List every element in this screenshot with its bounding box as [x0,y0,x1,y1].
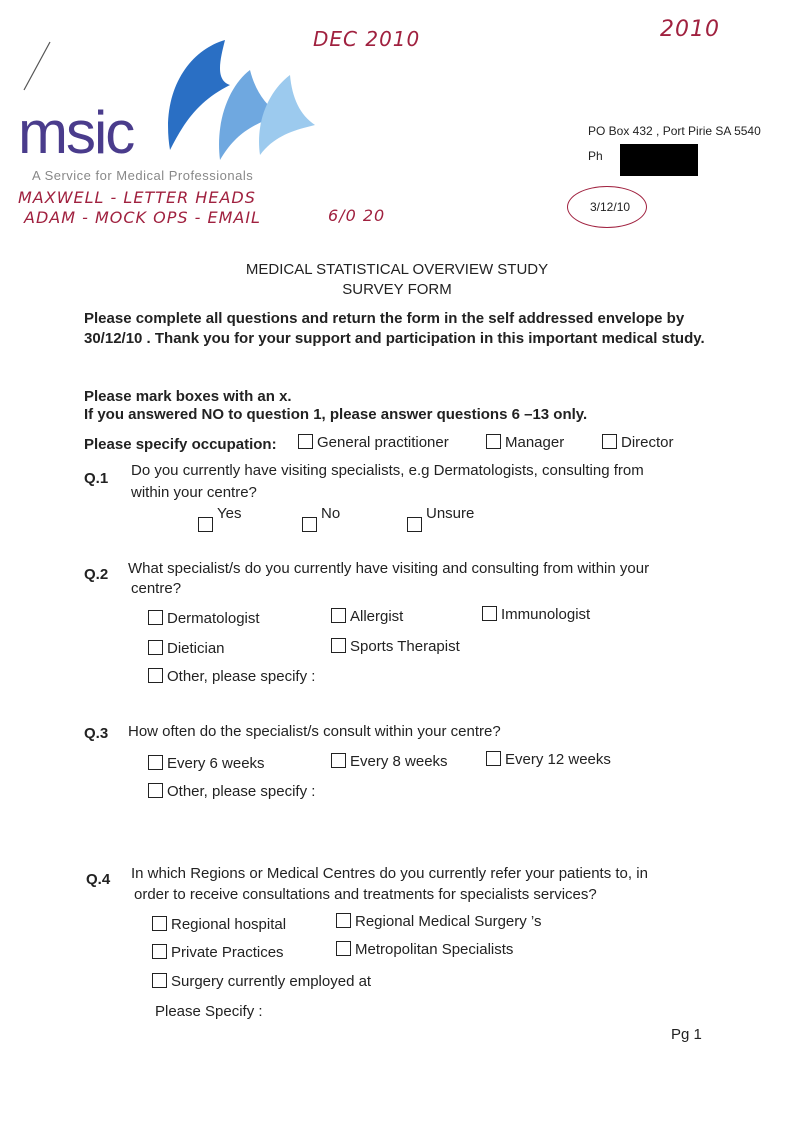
intro-line2: 30/12/10 . Thank you for your support and participation in this important medical study. [84,330,705,347]
q4-option-private-practices[interactable]: Private Practices [152,944,284,961]
q1-number: Q.1 [84,470,109,487]
q2-option-immunologist[interactable]: Immunologist [482,606,590,623]
q4-option-regional-hospital[interactable]: Regional hospital [152,916,286,933]
checkbox[interactable] [198,517,213,532]
redacted-phone [620,144,698,176]
handwritten-note-line1: MAXWELL - LETTER HEADS [18,188,256,207]
occupation-option-manager[interactable]: Manager [486,434,564,451]
checkbox[interactable] [331,753,346,768]
stray-pen-mark [18,38,58,98]
q1-text-line2: within your centre? [131,484,257,501]
q2-text-line1: What specialist/s do you currently have visiting and consulting from within your [128,560,650,577]
checkbox[interactable] [152,944,167,959]
q1-option-no[interactable]: No [302,505,340,532]
checkbox[interactable] [336,913,351,928]
logo-tagline: A Service for Medical Professionals [32,168,254,183]
q4-number: Q.4 [86,871,111,888]
q4-text-line2: order to receive consultations and treatments for specialists services? [134,886,597,903]
q4-please-specify: Please Specify : [155,1003,263,1020]
checkbox[interactable] [486,751,501,766]
checkbox[interactable] [152,973,167,988]
checkbox[interactable] [148,610,163,625]
checkbox[interactable] [148,668,163,683]
handwritten-date: DEC 2010 [313,27,421,51]
checkbox[interactable] [152,916,167,931]
form-title: MEDICAL STATISTICAL OVERVIEW STUDY [245,261,549,278]
checkbox[interactable] [336,941,351,956]
occupation-option-gp[interactable]: General practitioner [298,434,449,451]
checkbox[interactable] [148,755,163,770]
q4-option-surgery-employed[interactable]: Surgery currently employed at [152,973,371,990]
q1-option-unsure[interactable]: Unsure [407,505,474,532]
instructions-line2: If you answered NO to question 1, please answer questions 6 –13 only. [84,406,588,423]
handwritten-note-fraction: 6/0 20 [328,206,386,225]
q1-text-line1: Do you currently have visiting specialists, e.g Dermatologists, consulting from [131,462,644,479]
checkbox[interactable] [148,640,163,655]
checkbox[interactable] [331,608,346,623]
phone-label: Ph [588,149,603,163]
q4-option-regional-medical-surgery[interactable]: Regional Medical Surgery ’s [336,913,541,930]
intro-line1: Please complete all questions and return the form in the self addressed envelope by [84,310,685,327]
q3-option-12-weeks[interactable]: Every 12 weeks [486,751,611,768]
handwritten-note-line2: ADAM - MOCK OPS - EMAIL [24,208,261,227]
q3-option-6-weeks[interactable]: Every 6 weeks [148,755,265,772]
q3-option-other[interactable]: Other, please specify : [148,783,315,800]
q2-option-allergist[interactable]: Allergist [331,608,403,625]
page-number: Pg 1 [671,1026,702,1043]
checkbox[interactable] [407,517,422,532]
checkbox[interactable] [298,434,313,449]
msic-logo-text: msic [18,99,134,166]
q3-text-line1: How often do the specialist/s consult within your centre? [128,723,501,740]
q2-number: Q.2 [84,566,109,583]
checkbox[interactable] [486,434,501,449]
occupation-label: Please specify occupation: [84,436,277,453]
q2-option-dietician[interactable]: Dietician [148,640,225,657]
circled-date: 3/12/10 [590,200,631,214]
checkbox[interactable] [148,783,163,798]
instructions-line1: Please mark boxes with an x. [84,388,292,405]
checkbox[interactable] [302,517,317,532]
checkbox[interactable] [602,434,617,449]
checkbox[interactable] [331,638,346,653]
q4-text-line1: In which Regions or Medical Centres do you currently refer your patients to, in [131,865,648,882]
handwritten-year: 2010 [660,17,720,42]
q1-option-yes[interactable]: Yes [198,505,241,532]
q2-option-other[interactable]: Other, please specify : [148,668,315,685]
form-subtitle: SURVEY FORM [342,281,452,298]
q2-option-sports-therapist[interactable]: Sports Therapist [331,638,460,655]
q3-number: Q.3 [84,725,109,742]
checkbox[interactable] [482,606,497,621]
q2-text-line2: centre? [131,580,182,597]
q4-option-metropolitan-specialists[interactable]: Metropolitan Specialists [336,941,513,958]
q2-option-dermatologist[interactable]: Dermatologist [148,610,260,627]
msic-logo-leaves-icon [130,30,320,165]
occupation-option-director[interactable]: Director [602,434,674,451]
q3-option-8-weeks[interactable]: Every 8 weeks [331,753,448,770]
address: PO Box 432 , Port Pirie SA 5540 [588,124,761,138]
